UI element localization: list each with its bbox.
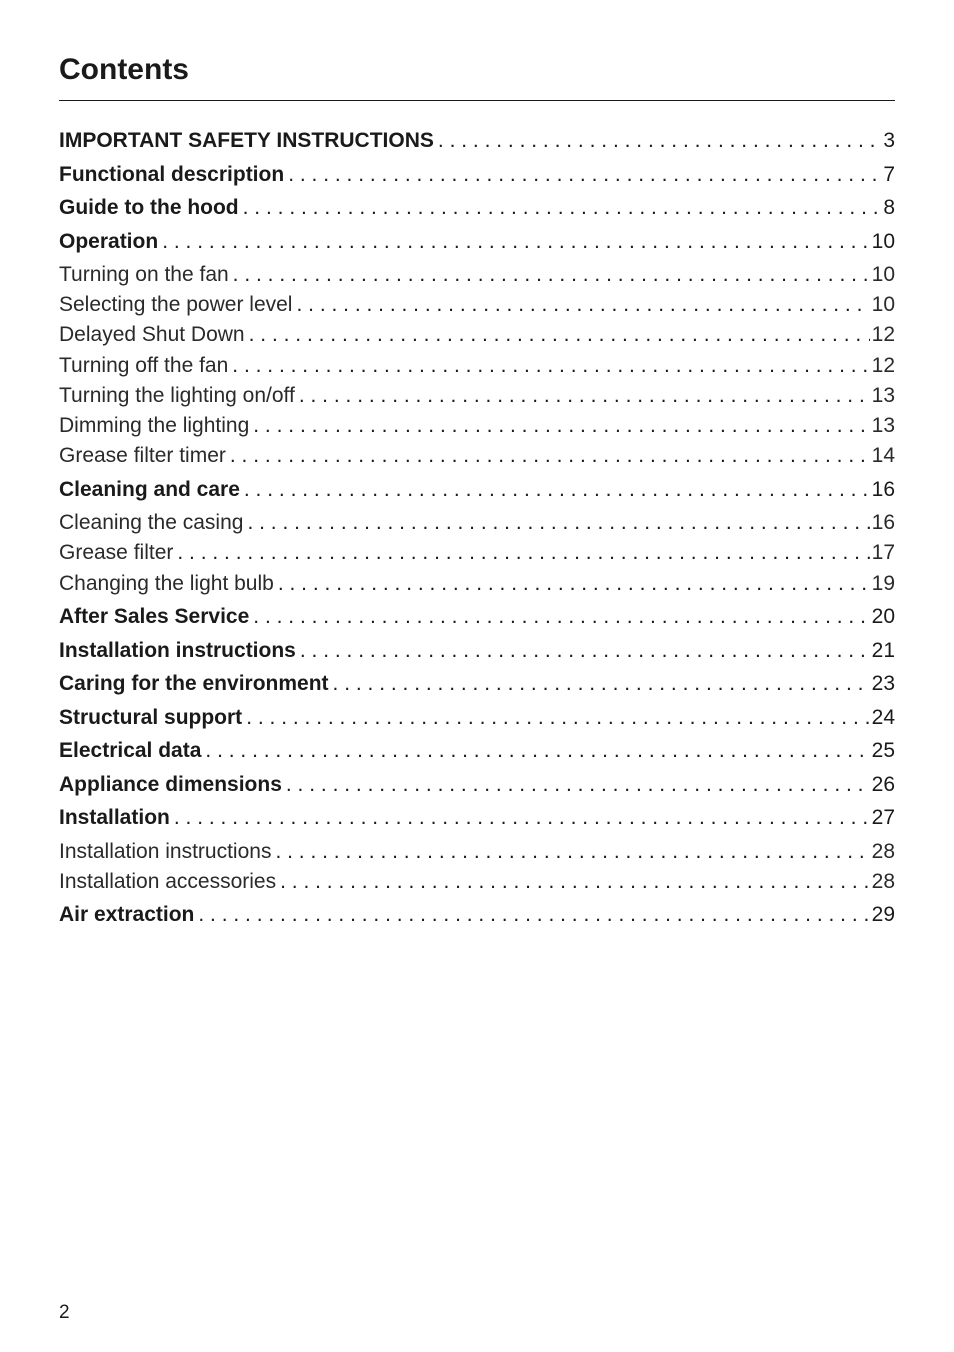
toc-entry-label: Air extraction: [59, 901, 194, 929]
toc-entry-label: After Sales Service: [59, 603, 249, 631]
toc-entry-label: Turning on the fan: [59, 261, 229, 289]
dot-leader: [284, 161, 881, 189]
toc-entry-label: Appliance dimensions: [59, 771, 282, 799]
dot-leader: [242, 704, 869, 732]
toc-entry-page: 14: [871, 444, 895, 467]
toc-entry-page: 16: [871, 511, 895, 534]
toc-entry-page: 10: [871, 293, 895, 316]
toc-entry[interactable]: [59, 804, 895, 832]
dot-leader: [329, 670, 870, 698]
toc-entry[interactable]: [59, 771, 895, 799]
toc-entry-page: 10: [871, 230, 895, 253]
toc-entry-page: 28: [871, 840, 895, 863]
dot-leader: [201, 737, 869, 765]
toc-entry[interactable]: [59, 321, 895, 349]
toc-entry-page: 12: [871, 323, 895, 346]
toc-entry[interactable]: [59, 194, 895, 222]
toc-entry-page: 13: [871, 384, 895, 407]
toc-entry[interactable]: [59, 901, 895, 929]
toc-entry-label: Delayed Shut Down: [59, 321, 245, 349]
toc-entry-page: 13: [871, 414, 895, 437]
toc-entry[interactable]: [59, 509, 895, 537]
toc-entry[interactable]: [59, 442, 895, 470]
toc-entry[interactable]: [59, 476, 895, 504]
toc-entry[interactable]: [59, 291, 895, 319]
dot-leader: [173, 539, 869, 567]
dot-leader: [226, 442, 870, 470]
toc-entry-label: Cleaning and care: [59, 476, 240, 504]
toc-entry-label: Turning off the fan: [59, 352, 228, 380]
toc-entry-page: 19: [871, 572, 895, 595]
toc-entry-page: 29: [871, 903, 895, 926]
toc-entry-label: Grease filter: [59, 539, 173, 567]
toc-entry-page: 17: [871, 541, 895, 564]
toc-entry-label: Changing the light bulb: [59, 570, 274, 598]
toc-entry[interactable]: [59, 838, 895, 866]
toc-entry-page: 21: [871, 639, 895, 662]
toc-entry-label: Turning the lighting on/off: [59, 382, 295, 410]
dot-leader: [240, 476, 870, 504]
toc-entry-page: 24: [871, 706, 895, 729]
toc-entry-page: 12: [871, 354, 895, 377]
toc-entry-page: 26: [871, 773, 895, 796]
toc-entry-page: 7: [883, 163, 895, 186]
dot-leader: [296, 637, 870, 665]
title-divider: [59, 100, 895, 101]
toc-entry[interactable]: [59, 637, 895, 665]
dot-leader: [434, 127, 881, 155]
dot-leader: [292, 291, 869, 319]
toc-entry-label: Installation: [59, 804, 170, 832]
toc-entry-label: Selecting the power level: [59, 291, 292, 319]
toc-entry-label: Functional description: [59, 161, 284, 189]
toc-entry[interactable]: [59, 127, 895, 155]
dot-leader: [271, 838, 869, 866]
dot-leader: [249, 603, 869, 631]
dot-leader: [170, 804, 870, 832]
toc-entry-label: Dimming the lighting: [59, 412, 249, 440]
toc-entry-page: 10: [871, 263, 895, 286]
toc-entry[interactable]: [59, 737, 895, 765]
toc-entry[interactable]: [59, 570, 895, 598]
toc-entry-page: 23: [871, 672, 895, 695]
toc-entry-label: Cleaning the casing: [59, 509, 243, 537]
toc-entry-page: 3: [883, 129, 895, 152]
toc-entry-label: Installation instructions: [59, 637, 296, 665]
toc-entry[interactable]: [59, 261, 895, 289]
toc-entry-label: Operation: [59, 228, 158, 256]
toc-entry-label: Structural support: [59, 704, 242, 732]
dot-leader: [229, 261, 870, 289]
dot-leader: [276, 868, 870, 896]
toc-entry[interactable]: [59, 704, 895, 732]
page-title: Contents: [59, 53, 189, 86]
toc-entry-label: Electrical data: [59, 737, 201, 765]
toc-entry-page: 25: [871, 739, 895, 762]
dot-leader: [243, 509, 869, 537]
dot-leader: [158, 228, 869, 256]
dot-leader: [245, 321, 870, 349]
toc-entry-page: 27: [871, 806, 895, 829]
toc-entry-page: 20: [871, 605, 895, 628]
dot-leader: [274, 570, 870, 598]
toc-entry-label: Installation accessories: [59, 868, 276, 896]
toc-entry-label: Grease filter timer: [59, 442, 226, 470]
dot-leader: [239, 194, 882, 222]
toc-entry-page: 8: [883, 196, 895, 219]
toc-entry-page: 16: [871, 478, 895, 501]
toc-entry[interactable]: [59, 412, 895, 440]
dot-leader: [194, 901, 869, 929]
toc-entry[interactable]: [59, 868, 895, 896]
toc-entry-label: IMPORTANT SAFETY INSTRUCTIONS: [59, 127, 434, 155]
dot-leader: [295, 382, 870, 410]
page-number: 2: [59, 1302, 70, 1323]
toc-entry-label: Caring for the environment: [59, 670, 329, 698]
toc-entry[interactable]: [59, 603, 895, 631]
toc-entry[interactable]: [59, 539, 895, 567]
toc-entry[interactable]: [59, 382, 895, 410]
toc-entry-page: 28: [871, 870, 895, 893]
toc-entry-label: Installation instructions: [59, 838, 271, 866]
dot-leader: [282, 771, 870, 799]
toc-entry[interactable]: [59, 161, 895, 189]
toc-entry[interactable]: [59, 670, 895, 698]
dot-leader: [249, 412, 869, 440]
toc-entry[interactable]: [59, 352, 895, 380]
toc-entry-label: Guide to the hood: [59, 194, 239, 222]
dot-leader: [228, 352, 869, 380]
toc-entry[interactable]: [59, 228, 895, 256]
